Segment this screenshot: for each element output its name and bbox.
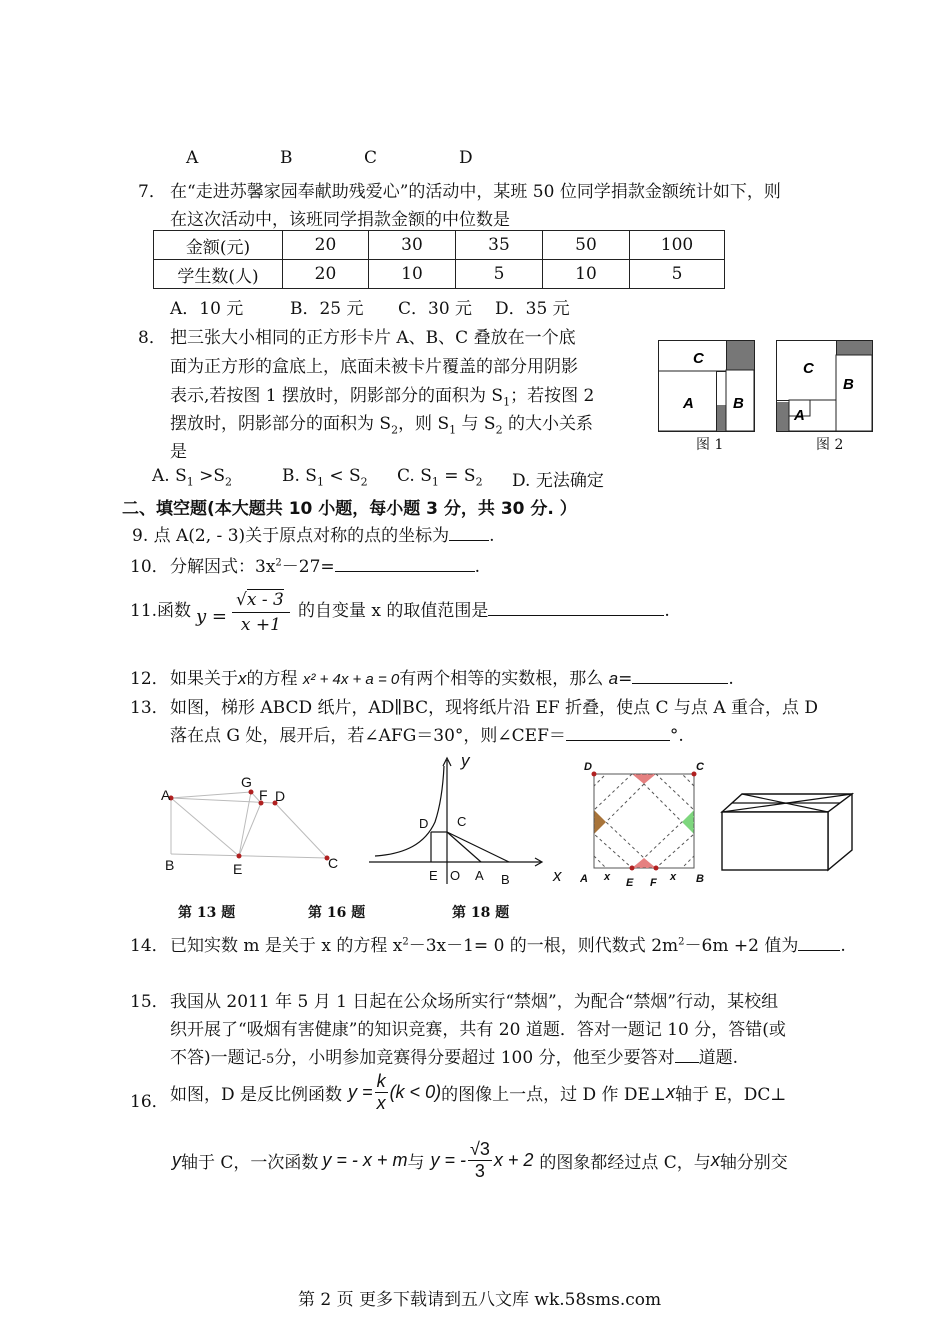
q7-option-b: B．25 元 bbox=[290, 299, 364, 319]
q15-number: 15． bbox=[130, 992, 169, 1012]
fig1-caption: 图 1 bbox=[696, 437, 724, 453]
fig18-caption: 第 18 题 bbox=[452, 905, 510, 921]
q14-text: 已知实数 m 是关于 x 的方程 $x^2-3x-1= 0$ 的一根，则代数式 $2m^2-6m +2$ 值为 . bbox=[170, 936, 846, 956]
svg-text:C: C bbox=[696, 761, 704, 773]
q11-text: 11.函数 bbox=[130, 601, 192, 621]
q10-number: 10． bbox=[130, 557, 169, 577]
section-2-heading: 二、填空题(本大题共 10 小题，每小题 3 分，共 30 分. ） bbox=[122, 499, 577, 519]
table-cell: 10 bbox=[543, 260, 630, 289]
table-cell: 35 bbox=[456, 231, 543, 260]
svg-text:D: D bbox=[275, 788, 286, 804]
svg-text:x: x bbox=[604, 871, 611, 883]
table-cell: 5 bbox=[456, 260, 543, 289]
svg-text:A: A bbox=[475, 868, 484, 883]
svg-text:C: C bbox=[457, 814, 467, 829]
q6-option-d: D bbox=[459, 148, 473, 168]
q7-number: 7． bbox=[138, 182, 166, 202]
q8-option-c: C. $S_1 = S_2$ bbox=[397, 466, 483, 489]
q15-line2: 织开展了“吸烟有害健康”的知识竞赛，共有 20 道题．答对一题记 10 分，答错(或 bbox=[170, 1020, 786, 1040]
svg-text:D: D bbox=[584, 761, 592, 773]
table-cell: 30 bbox=[369, 231, 456, 260]
q10-text: 分解因式：$3x^2-27=$ . bbox=[170, 557, 481, 577]
table-cell: 50 bbox=[543, 231, 630, 260]
table-cell: 20 bbox=[283, 231, 369, 260]
table-cell: 5 bbox=[630, 260, 725, 289]
svg-text:A: A bbox=[580, 873, 588, 885]
q14-number: 14． bbox=[130, 936, 169, 956]
table-cell: 100 bbox=[630, 231, 725, 260]
q7-line1: 在“走进苏馨家园奉献助残爱心”的活动中，某班 50 位同学捐款金额统计如下，则 bbox=[170, 182, 781, 202]
svg-text:C: C bbox=[803, 360, 814, 377]
q8-line2: 面为正方形的盒底上，底面未被卡片覆盖的部分用阴影 bbox=[170, 357, 578, 377]
table-row bbox=[154, 231, 725, 260]
q8-line1: 把三张大小相同的正方形卡片 A、B、C 叠放在一个底 bbox=[170, 328, 576, 348]
q13-number: 13． bbox=[130, 698, 169, 718]
q7-option-a: A．10 元 bbox=[170, 299, 244, 319]
q16-number: 16． bbox=[130, 1092, 169, 1112]
svg-text:A: A bbox=[161, 787, 171, 803]
q8-option-d: D. 无法确定 bbox=[512, 471, 604, 491]
q8-option-b: B. $S_1 < S_2$ bbox=[282, 466, 368, 489]
q8-figure-2 bbox=[776, 340, 874, 434]
svg-text:E: E bbox=[626, 877, 634, 888]
svg-text:E: E bbox=[429, 868, 438, 883]
svg-text:B: B bbox=[165, 857, 175, 873]
q9-text: 9. 点 A(2, - 3)关于原点对称的点的坐标为 . bbox=[132, 526, 495, 546]
svg-text:B: B bbox=[501, 872, 510, 887]
svg-text:E: E bbox=[233, 861, 243, 877]
box-figure bbox=[718, 790, 860, 882]
table-cell: 10 bbox=[369, 260, 456, 289]
q8-figure-1 bbox=[658, 340, 756, 434]
q16-line1: 如图，D 是反比例函数 y = $\frac{k}{x}$ (k < 0) 的图像上一点，过 D 作 DE⊥ x 轴于 E，DC⊥ bbox=[170, 1071, 787, 1113]
card-c-label: C bbox=[693, 350, 704, 367]
figure-13-trapezoid bbox=[155, 770, 355, 880]
table-cell: 金额(元) bbox=[154, 231, 283, 260]
q8-line4: 摆放时，阴影部分的面积为 $S_2$，则 $S_1$ 与 $S_2$ 的大小关系 bbox=[170, 414, 593, 437]
q12-number: 12． bbox=[130, 669, 169, 689]
svg-text:C: C bbox=[328, 855, 339, 871]
svg-text:D: D bbox=[419, 816, 429, 831]
svg-text:A: A bbox=[794, 407, 805, 424]
svg-text:B: B bbox=[843, 376, 854, 393]
table-cell: 20 bbox=[283, 260, 369, 289]
card-a-label: A bbox=[683, 395, 694, 412]
figure-16-graph bbox=[365, 752, 565, 888]
fig13-caption: 第 13 题 bbox=[178, 905, 236, 921]
q7-line2: 在这次活动中，该班同学捐款金额的中位数是 bbox=[170, 210, 510, 230]
svg-text:G: G bbox=[241, 774, 252, 790]
table-cell: 学生数(人) bbox=[154, 260, 283, 289]
donation-table bbox=[153, 230, 725, 289]
q11-y: y = bbox=[196, 606, 227, 627]
svg-text:y: y bbox=[461, 752, 470, 770]
q16-line2: y 轴于 C，一次函数 y = - x + m 与 y = - $\frac{√3}{3}$ x + 2 的图象都经过点 C，与 x 轴分别交 bbox=[172, 1139, 788, 1181]
q6-option-b: B bbox=[280, 148, 293, 168]
q11-fraction: √x - 3 x +1 bbox=[232, 590, 290, 635]
q8-number: 8． bbox=[138, 328, 166, 348]
card-b-label: B bbox=[733, 395, 744, 412]
q8-option-a: A. $S_1 >S_2$ bbox=[152, 466, 233, 489]
q6-option-c: C bbox=[364, 148, 378, 168]
q6-option-a: A bbox=[186, 148, 199, 168]
fig16-x-axis-label: x bbox=[553, 866, 562, 885]
q7-option-c: C．30 元 bbox=[398, 299, 473, 319]
svg-text:x: x bbox=[670, 871, 677, 883]
q7-option-d: D．35 元 bbox=[495, 299, 570, 319]
page-footer: 第 2 页 更多下载请到五八文库 wk.58sms.com bbox=[298, 1290, 662, 1310]
svg-text:O: O bbox=[450, 868, 461, 883]
svg-text:B: B bbox=[696, 873, 704, 885]
svg-text:F: F bbox=[650, 877, 657, 888]
q13-line1: 如图，梯形 ABCD 纸片，AD∥BC，现将纸片沿 EF 折叠，使点 C 与点 A 重合，点 D bbox=[170, 698, 819, 718]
q11-text2: 的自变量 x 的取值范围是 . bbox=[298, 601, 670, 621]
q15-line1: 我国从 2011 年 5 月 1 日起在公众场所实行“禁烟”，为配合“禁烟”行动，某校组 bbox=[170, 992, 779, 1012]
svg-text:F: F bbox=[259, 787, 268, 803]
q8-line3: 表示,若按图 1 摆放时，阴影部分的面积为 $S_1$；若按图 2 bbox=[170, 386, 595, 409]
figure-18-square bbox=[580, 758, 710, 888]
q12-text: 如果关于x的方程 x² + 4x + a = 0有两个相等的实数根，那么 a= . bbox=[170, 669, 734, 689]
q13-line2: 落在点 G 处，展开后，若∠AFG＝30°，则∠CEF＝ °. bbox=[170, 726, 684, 746]
table-row bbox=[154, 260, 725, 289]
q15-line3: 不答)一题记-5分，小明参加竞赛得分要超过 100 分，他至少要答对 道题. bbox=[170, 1048, 738, 1068]
fig2-caption: 图 2 bbox=[816, 437, 844, 453]
q8-line5: 是 bbox=[170, 442, 187, 462]
fig16-caption: 第 16 题 bbox=[308, 905, 366, 921]
